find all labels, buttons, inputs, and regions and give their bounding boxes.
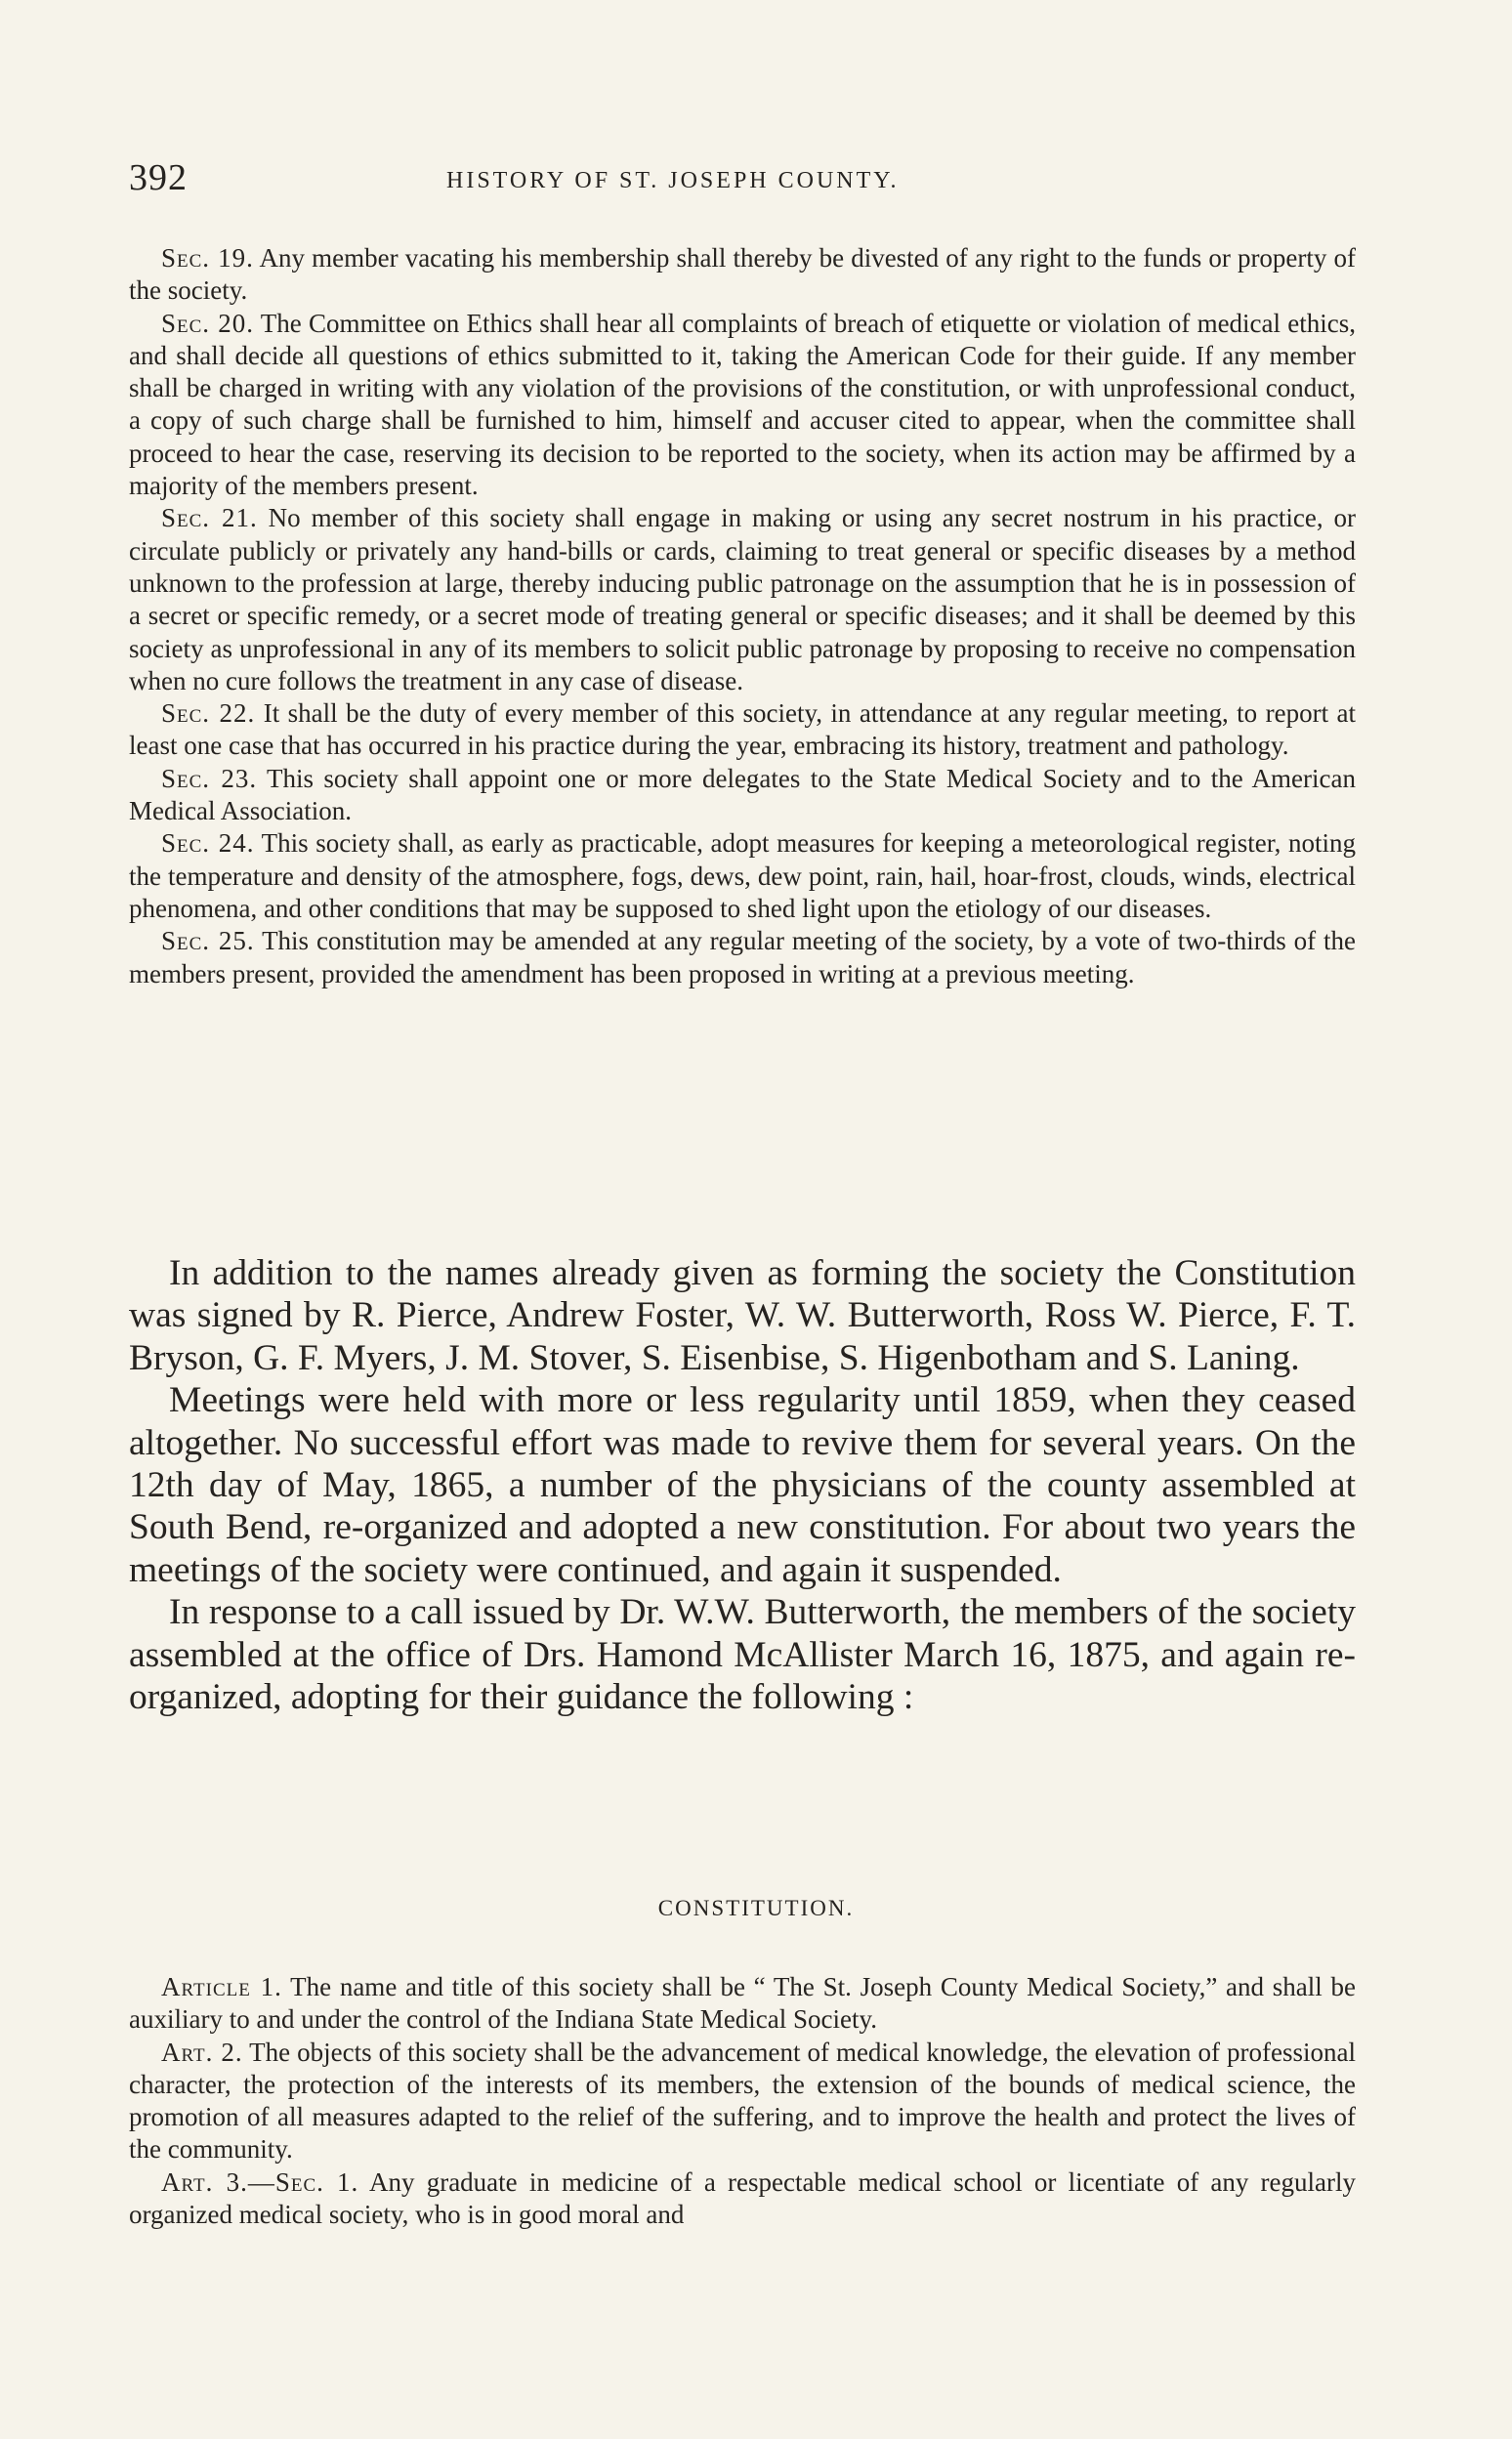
section-22 [129,697,1356,763]
narrative-text [129,1252,1356,1718]
article-text: The objects of this society shall be the advancement of medical knowledge, the elevation of professional character, the protection of the interests of its members, the extension of the bounds of medical science, the promotion of all measures adapted to the relief of the suffering, and to improve the health and protect the lives of the community. [129,2037,1357,2165]
section-21 [129,502,1356,697]
section-label: Sec. 23. [161,763,258,793]
article-1 [129,1971,1356,2037]
section-text: No member of this society shall engage in making or using any secret nostrum in his practice, or circulate publicly or privately any hand-bills or cards, claiming to treat general or specific diseases by a method unknown to the profession at large, thereby inducing public patronage on the assumption that he is in possession of a secret or specific remedy, or a secret mode of treating general or specific diseases; and it shall be deemed by this society as unprofessional in any of its members to solicit public patronage by proposing to receive no compensation when no cure follows the treatment in any case of disease. [129,503,1357,695]
section-25 [129,925,1356,990]
article-label: Art. 2. [161,2037,243,2067]
section-label: Sec. 20. [161,308,255,338]
by-law-sections [129,242,1356,990]
section-text: This society shall appoint one or more delegates to the State Medical Society and to the American Medical Association. [129,763,1356,826]
constitution-heading: CONSTITUTION. [657,1896,855,1920]
constitution-articles [129,1971,1356,2231]
section-label: Sec. 21. [161,503,258,533]
section-label: Sec. 19. [161,243,254,273]
narrative-paragraph: In response to a call issued by Dr. W.W. Butterworth, the members of the society assembled at the office of Drs. Hamond McAllister March 16, 1875, and again re-organized, adopting for their guidance the following : [129,1592,1356,1718]
narrative-paragraph: In addition to the names already given as forming the society the Constitution was signed by R. Pierce, Andrew Foster, W. W. Butterworth, Ross W. Pierce, F. T. Bryson, G. F. Myers, J. M. Stover, S. Eisenbise, S. Higenbotham and S. Laning. [129,1253,1356,1378]
section-24 [129,827,1356,925]
section-text: This constitution may be amended at any regular meeting of the society, by a vote of two-thirds of the members present, provided the amendment has been proposed in writing at a previous meeting. [129,926,1356,988]
article-label: Art. 3.—Sec. 1. [161,2166,359,2197]
article-text: The name and title of this society shall be “ The St. Joseph County Medical Society,” and shall be auxiliary to and under the control of the Indiana State Medical Society. [129,1972,1356,2035]
section-20 [129,308,1356,503]
article-3 [129,2166,1356,2232]
section-label: Sec. 24. [161,828,255,859]
section-label: Sec. 22. [161,698,256,729]
section-text: The Committee on Ethics shall hear all complaints of breach of etiquette or violation of medical ethics, and shall decide all questions of ethics submitted to it, taking the American Code for their guide. If any member shall be charged in writing with any violation of the provisions of the constitution, or with unprofessional conduct, a copy of such charge shall be furnished to him, himself and accuser cited to appear, when the committee shall proceed to hear the case, reserving its decision to be reported to the society, when its action may be affirmed by a majority of the members present. [129,308,1356,501]
section-text: This society shall, as early as practicable, adopt measures for keeping a meteorological register, noting the temperature and density of the atmosphere, fogs, dews, dew point, rain, hail, hoar-frost, clouds, winds, electrical phenomena, and other conditions that may be supposed to shed light upon the etiology of our diseases. [129,828,1357,923]
running-head: HISTORY OF ST. JOSEPH COUNTY. [446,168,900,193]
page-number: 392 [129,157,188,198]
article-text: Any graduate in medicine of a respectable medical school or licentiate of any regularly organized medical society, who is in good moral and [129,2166,1357,2230]
section-text: Any member vacating his membership shall thereby be divested of any right to the funds or property of the society. [129,243,1357,306]
section-19 [129,242,1356,308]
section-label: Sec. 25. [161,926,255,956]
article-2 [129,2037,1356,2166]
narrative-paragraph: Meetings were held with more or less regularity until 1859, when they ceased altogether. No successful effort was made to revive them for several years. On the 12th day of May, 1865, a number of the physicians of the county assembled at South Bend, re-organized and adopted a new constitution. For about two years the meetings of the society were continued, and again it suspended. [129,1380,1356,1590]
section-23 [129,763,1356,828]
section-text: It shall be the duty of every member of this society, in attendance at any regular meeting, to report at least one case that has occurred in his practice during the year, embracing its history, treatment and pathology. [129,698,1357,761]
article-label: Article 1. [161,1972,282,2001]
page-header [129,156,1350,205]
